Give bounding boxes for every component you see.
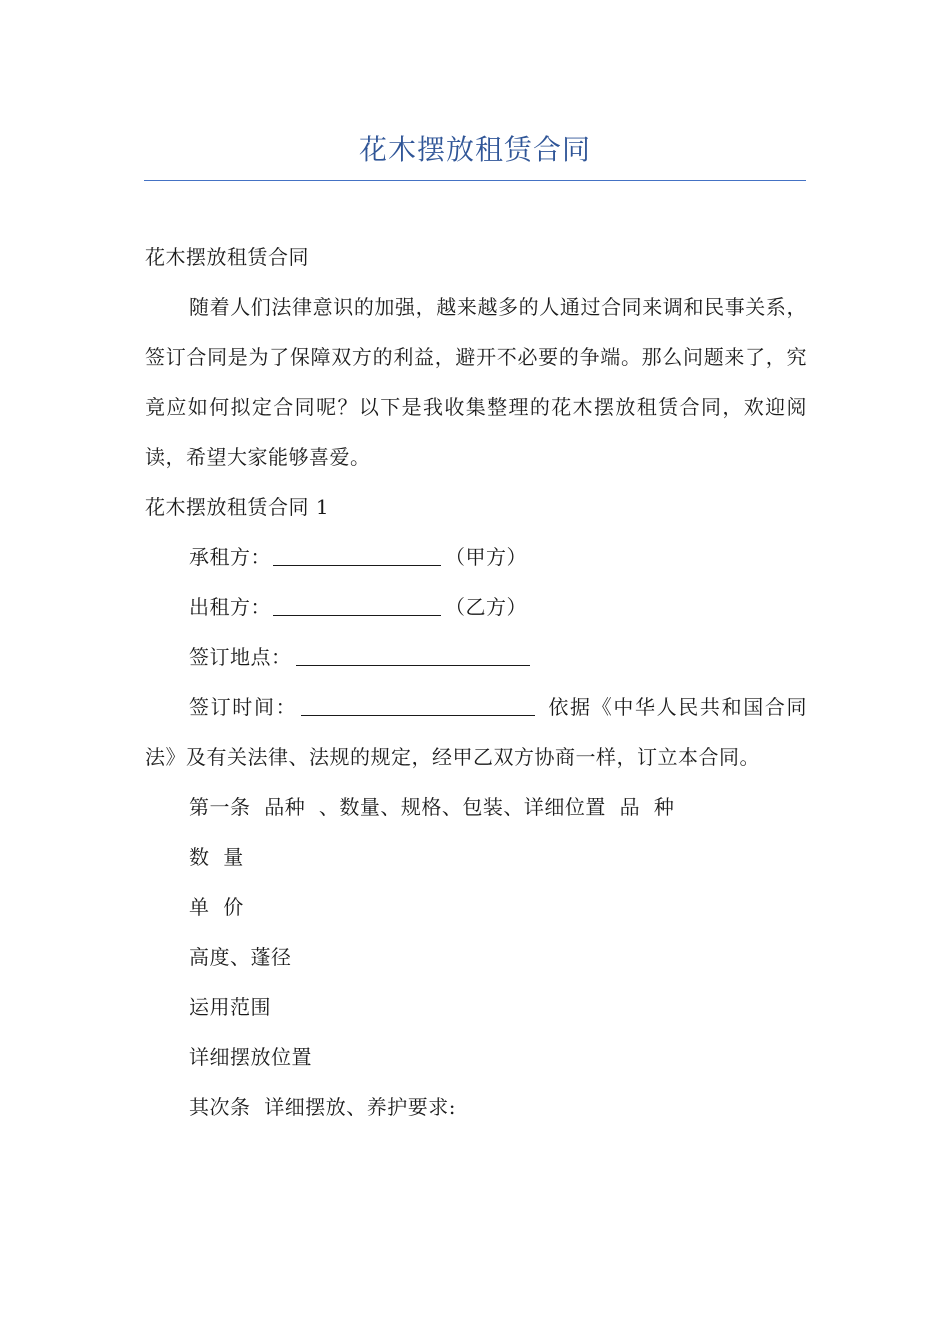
item-quantity: 数 量	[189, 845, 244, 869]
article-2: 其次条 详细摆放、养护要求:	[189, 1095, 456, 1119]
document-body	[145, 232, 807, 1132]
lessor-suffix: （乙方）	[445, 595, 527, 619]
article-1: 第一条 品种 、数量、规格、包装、详细位置 品 种	[189, 795, 675, 819]
document-title: 花木摆放租赁合同	[358, 133, 591, 166]
item-position: 详细摆放位置	[189, 1045, 312, 1069]
lessor-line	[145, 582, 807, 632]
lessee-label: 承租方：	[189, 545, 271, 569]
time-blank	[301, 695, 535, 716]
lessor-blank	[273, 595, 441, 616]
intro-paragraph: 随着人们法律意识的加强，越来越多的人通过合同来调和民事关系，签订合同是为了保障双方的利益，避开不必要的争端。那么问题来了，究竟应如何拟定合同呢？以下是我收集整理的花木摆放租赁合同，欢迎阅读，希望大家能够喜爱。	[145, 295, 807, 469]
title-divider	[144, 180, 806, 181]
time-line	[145, 682, 807, 782]
place-line	[145, 632, 807, 682]
place-label: 签订地点：	[189, 645, 292, 669]
time-rest: 依据《中华人民共和国合同法》及有关法律、法规的规定，经甲乙双方协商一样，订立本合同。	[145, 695, 808, 769]
lessee-blank	[273, 545, 441, 566]
contract-heading: 花木摆放租赁合同 1	[145, 495, 330, 519]
lessee-suffix: （甲方）	[445, 545, 527, 569]
time-label: 签订时间：	[189, 695, 298, 719]
place-blank	[296, 645, 530, 666]
item-price: 单 价	[189, 895, 244, 919]
item-scope: 运用范围	[189, 995, 271, 1019]
lessor-label: 出租方：	[189, 595, 271, 619]
document-heading: 花木摆放租赁合同	[145, 245, 309, 269]
item-height: 高度、蓬径	[189, 945, 292, 969]
lessee-line	[145, 532, 807, 582]
